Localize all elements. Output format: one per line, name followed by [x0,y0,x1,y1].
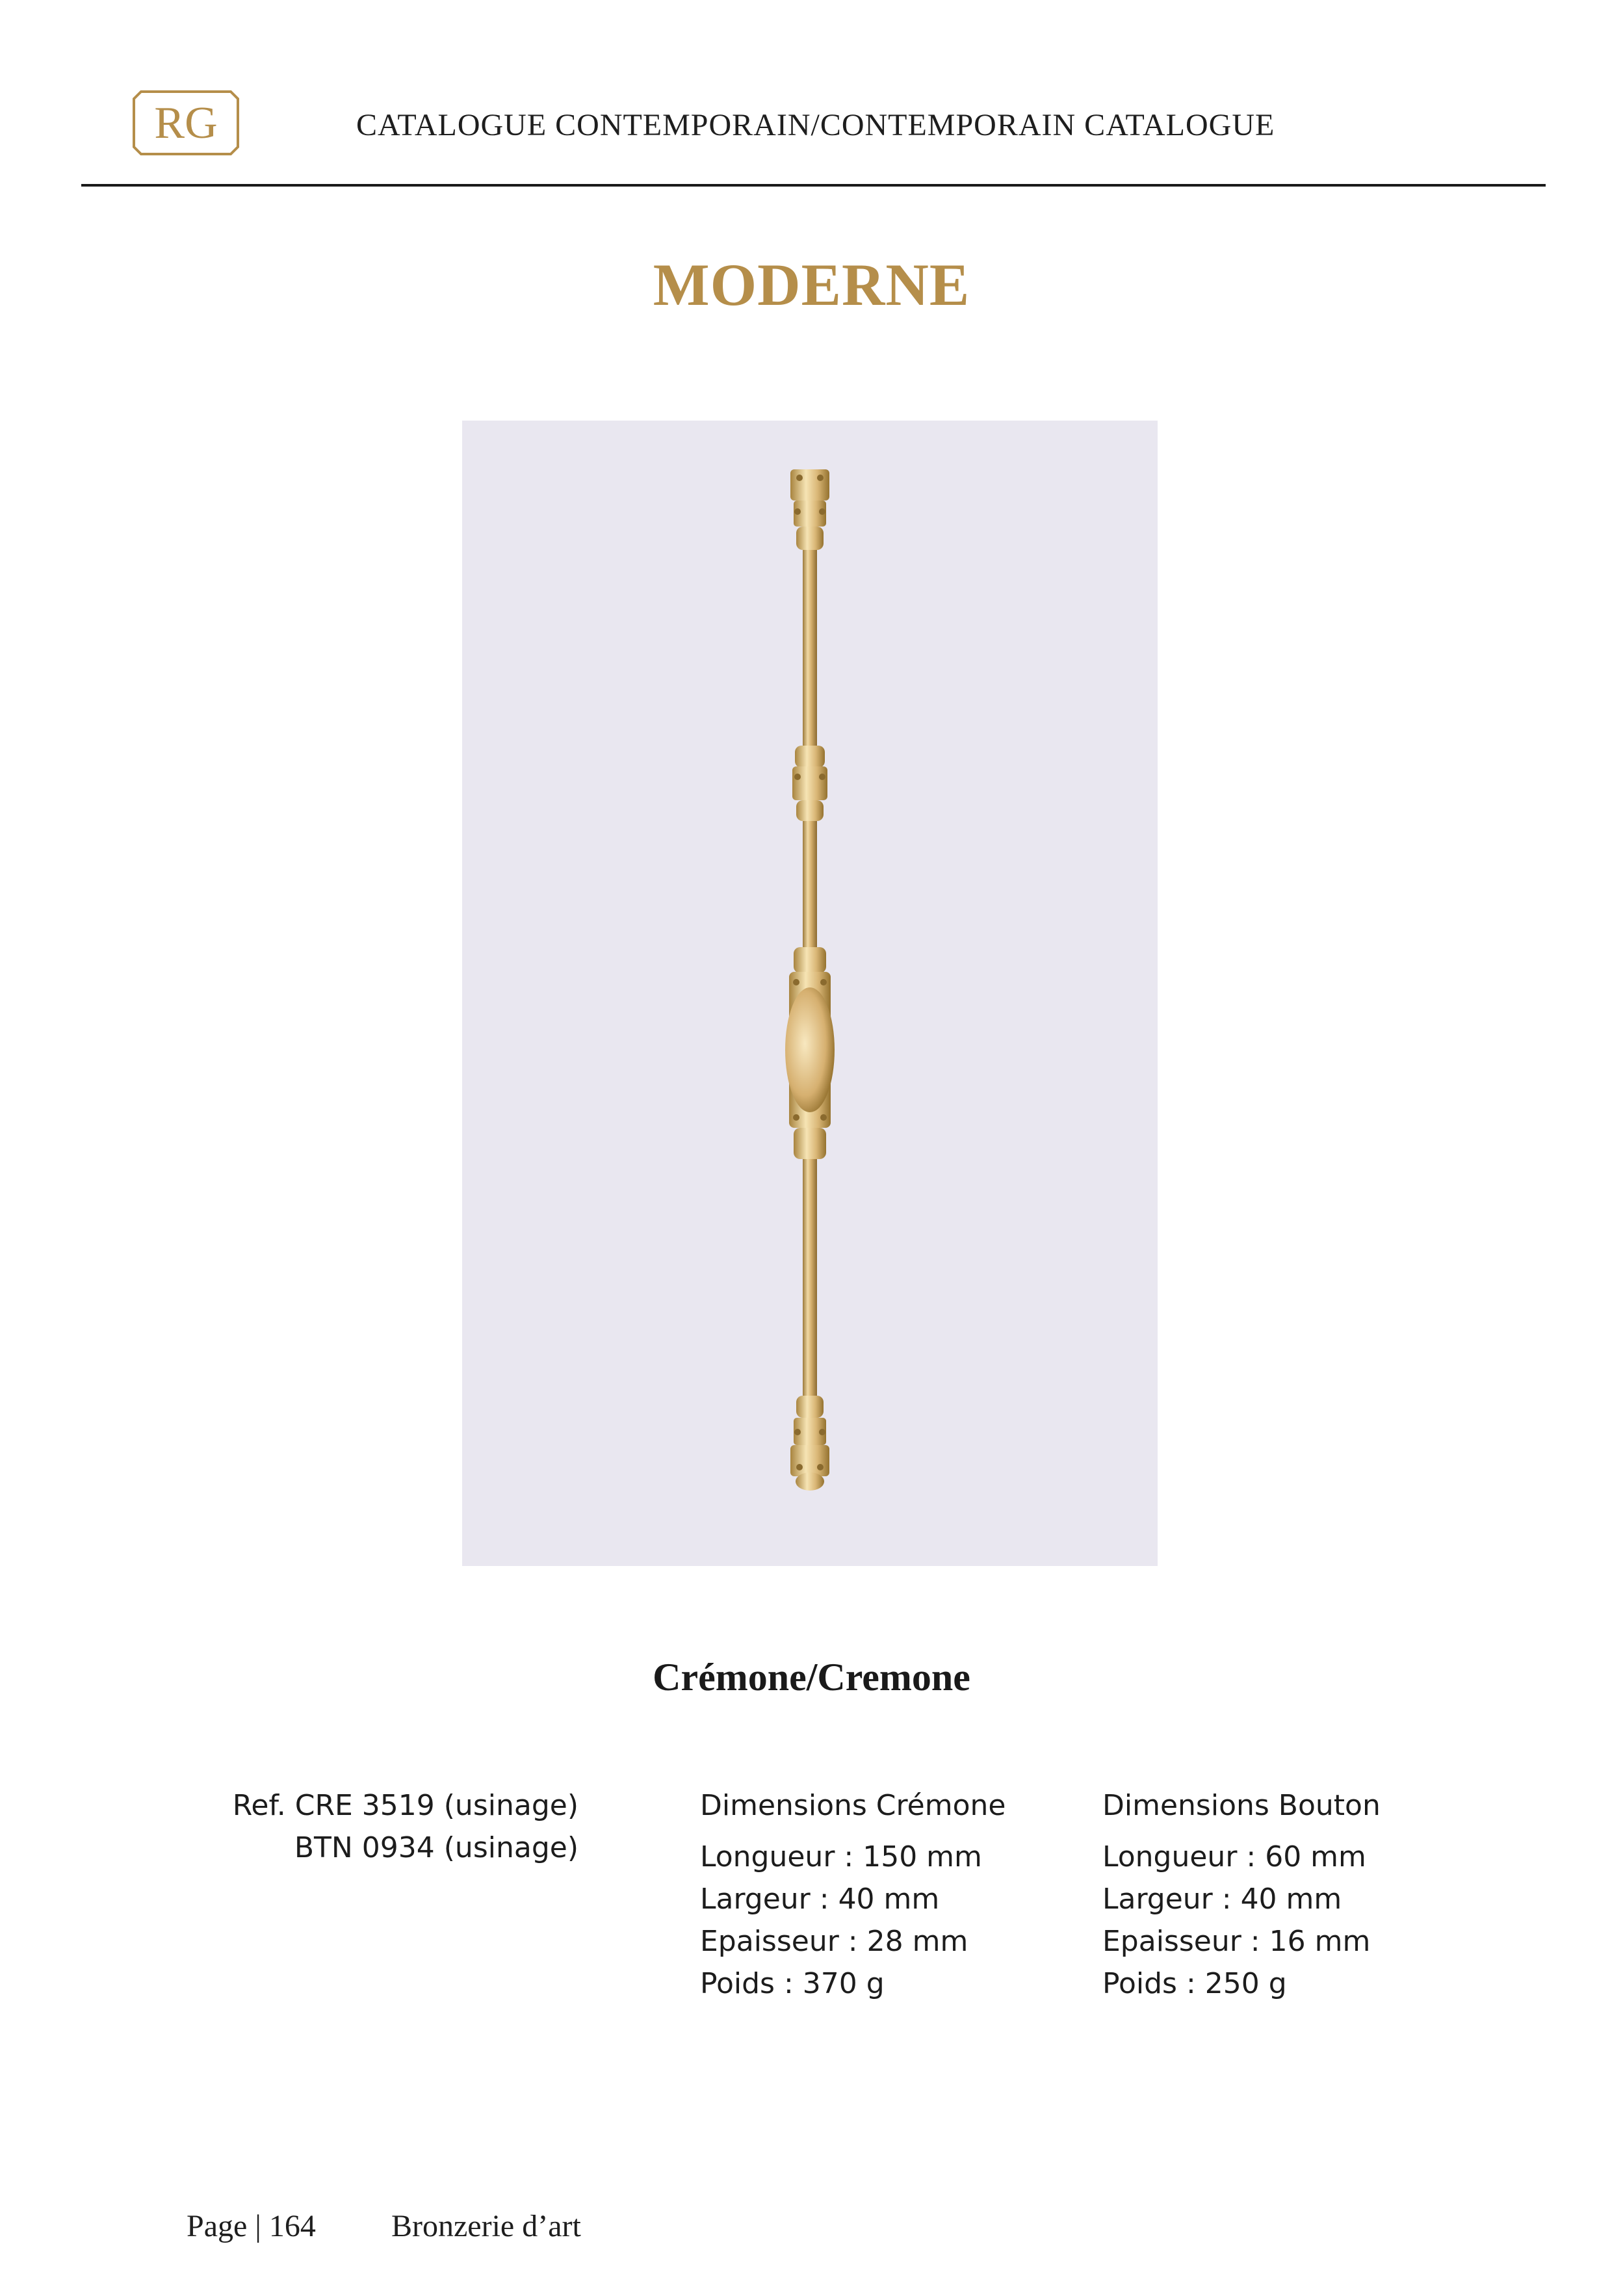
section-title: MODERNE [653,252,970,318]
cremone-weight: Poids : 370 g [700,1967,885,2000]
reference-list [162,1784,578,1869]
central-gearbox [785,947,835,1159]
logo-frame [132,90,240,156]
cremone-length: Longueur : 150 mm [700,1840,982,1873]
product-photo [462,421,1158,1566]
brand-logo [132,90,240,156]
cremone-bolt-illustration [462,421,1158,1566]
upper-guide [792,746,827,821]
reference-bouton: BTN 0934 (usinage) [294,1831,578,1864]
top-end-plate [790,469,829,550]
product-title: Crémone/Cremone [653,1656,970,1699]
bouton-dimensions-heading: Dimensions Bouton [1102,1789,1381,1822]
bottom-end-plate [790,1396,829,1491]
catalogue-title: CATALOGUE CONTEMPORAIN/CONTEMPORAIN CATALOGUE [356,108,1275,142]
cremone-thickness: Epaisseur : 28 mm [700,1925,968,1958]
footer-brand: Bronzerie d’art [391,2209,581,2243]
logo-monogram: RG [154,98,218,148]
cremone-dimensions-heading: Dimensions Crémone [700,1789,1006,1822]
bouton-dimensions [1102,1784,1466,2005]
bouton-length: Longueur : 60 mm [1102,1840,1366,1873]
bouton-weight: Poids : 250 g [1102,1967,1287,2000]
reference-cremone: Ref. CRE 3519 (usinage) [232,1789,578,1822]
cremone-width: Largeur : 40 mm [700,1883,940,1916]
header-divider [81,184,1546,187]
bouton-thickness: Epaisseur : 16 mm [1102,1925,1371,1958]
bouton-width: Largeur : 40 mm [1102,1883,1342,1916]
cremone-dimensions [700,1784,1064,2005]
page-number: Page | 164 [187,2209,316,2243]
